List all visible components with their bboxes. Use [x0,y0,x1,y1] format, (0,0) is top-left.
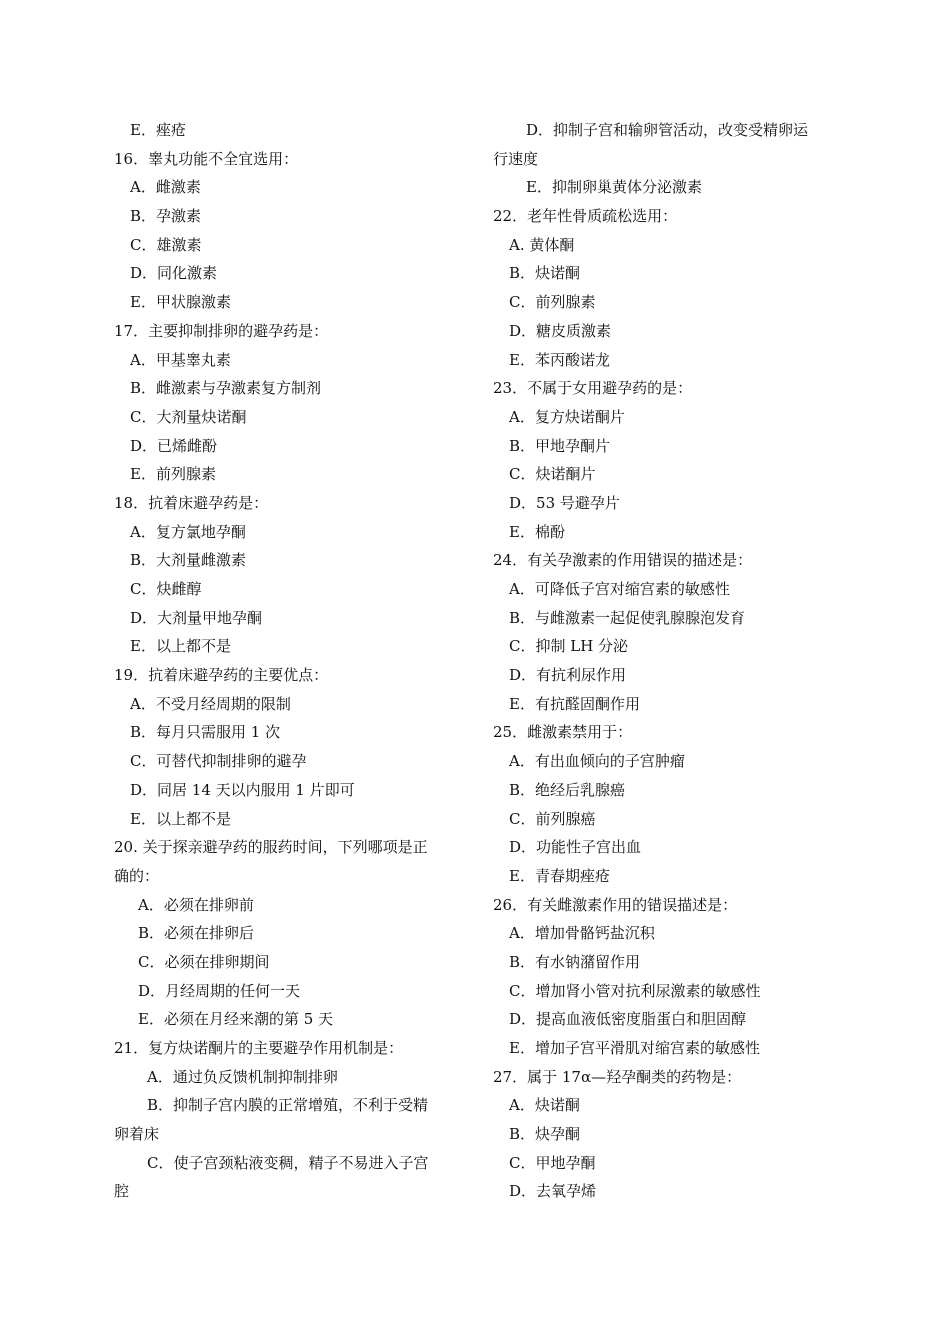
option-line: A．有出血倾向的子宫肿瘤 [509,752,685,771]
question-line: 24．有关孕激素的作用错误的描述是： [493,551,753,570]
option-line: A．复方炔诺酮片 [509,407,625,426]
question-line: 26．有关雌激素作用的错误描述是： [493,895,738,914]
question-line: 27．属于 17α—羟孕酮类的药物是： [493,1067,742,1086]
question-line: 23．不属于女用避孕药的是： [493,379,693,398]
option-line: C．雄激素 [130,235,202,254]
option-line: D．同化激素 [130,264,218,283]
option-line: C．大剂量炔诺酮 [130,407,247,426]
option-line: A．可降低子宫对缩宫素的敏感性 [509,580,730,598]
option-line: B．大剂量雌激素 [130,551,247,570]
option-line: A．通过负反馈机制抑制排卵 [147,1067,338,1086]
option-line: A．炔诺酮 [509,1096,580,1115]
right-column [493,116,843,1206]
option-line: C．使子宫颈粘液变稠，精子不易进入子宫 [147,1153,429,1172]
option-line: A．雌激素 [130,178,201,197]
option-line: A．复方氯地孕酮 [130,522,246,541]
option-line: C．炔雌醇 [130,580,202,598]
option-line: A．增加骨骼钙盐沉积 [509,924,655,943]
option-line: E．青春期痤疮 [509,866,610,885]
option-line: D．大剂量甲地孕酮 [130,608,263,627]
option-line: C．甲地孕酮 [509,1153,596,1172]
question-line: 16．睾丸功能不全宜选用： [114,149,299,168]
option-line: B．有水钠潴留作用 [509,952,641,971]
question-line: 21．复方炔诺酮片的主要避孕作用机制是： [114,1039,404,1057]
option-line: E．棉酚 [509,522,565,541]
option-line: D．去氧孕烯 [509,1182,597,1201]
option-line: D．已烯雌酚 [130,436,218,455]
question-line: 25．雌激素禁用于： [493,723,633,742]
option-line: B．每月只需服用 1 次 [130,723,281,742]
option-line: C．炔诺酮片 [509,465,596,484]
option-line: B．甲地孕酮片 [509,436,611,455]
question-line: 20. 关于探亲避孕药的服药时间，下列哪项是正 [114,838,428,857]
option-line: E．以上都不是 [130,809,231,828]
question-line: 行速度 [493,149,539,168]
option-line: B．抑制子宫内膜的正常增殖，不利于受精 [147,1096,429,1115]
option-line: D．53 号避孕片 [509,493,620,512]
option-line: E．以上都不是 [130,637,231,656]
option-line: E．甲状腺激素 [130,293,231,312]
option-line: B．雌激素与孕激素复方制剂 [130,379,322,398]
option-line: B．绝经后乳腺癌 [509,780,626,799]
question-line: 22．老年性骨质疏松选用： [493,207,678,226]
question-line: 腔 [114,1182,130,1201]
option-line: E．有抗醛固酮作用 [509,694,640,713]
option-line: E．苯丙酸诺龙 [509,350,610,369]
question-line: 18．抗着床避孕药是： [114,493,269,512]
left-column [114,116,464,1206]
option-line: D．提高血液低密度脂蛋白和胆固醇 [509,1010,747,1029]
option-line: A. 黄体酮 [509,235,575,254]
option-line: A．不受月经周期的限制 [130,694,291,713]
option-line: E．抑制卵巢黄体分泌激素 [526,178,702,197]
option-line: C．前列腺素 [509,293,596,312]
option-line: D．糖皮质激素 [509,321,612,340]
question-line: 17．主要抑制排卵的避孕药是： [114,321,329,340]
option-line: D．有抗利尿作用 [509,666,627,685]
question-line: 19．抗着床避孕药的主要优点： [114,666,329,685]
option-line: D．抑制子宫和输卵管活动，改变受精卵运 [526,121,809,139]
option-line: C．可替代抑制排卵的避孕 [130,752,307,771]
question-line: 卵着床 [114,1125,160,1144]
option-line: C．必须在排卵期间 [138,952,270,971]
option-line: C．前列腺癌 [509,809,596,828]
option-line: E．痤疮 [130,121,186,139]
option-line: E．必须在月经来潮的第 5 天 [138,1010,334,1029]
option-line: B．炔孕酮 [509,1125,581,1144]
option-line: C．抑制 LH 分泌 [509,637,629,656]
option-line: D．月经周期的任何一天 [138,981,301,1000]
option-line: B．孕激素 [130,207,202,226]
option-line: C．增加肾小管对抗利尿激素的敏感性 [509,981,761,1000]
option-line: D．同居 14 天以内服用 1 片即可 [130,780,355,799]
option-line: E．增加子宫平滑肌对缩宫素的敏感性 [509,1039,760,1057]
option-line: B．炔诺酮 [509,264,581,283]
option-line: B．与雌激素一起促使乳腺腺泡发育 [509,608,746,627]
question-line: 确的： [114,866,160,885]
option-line: A．必须在排卵前 [138,895,254,914]
option-line: D．功能性子宫出血 [509,838,642,857]
option-line: B．必须在排卵后 [138,924,255,943]
option-line: E．前列腺素 [130,465,216,484]
option-line: A．甲基睾丸素 [130,350,231,369]
